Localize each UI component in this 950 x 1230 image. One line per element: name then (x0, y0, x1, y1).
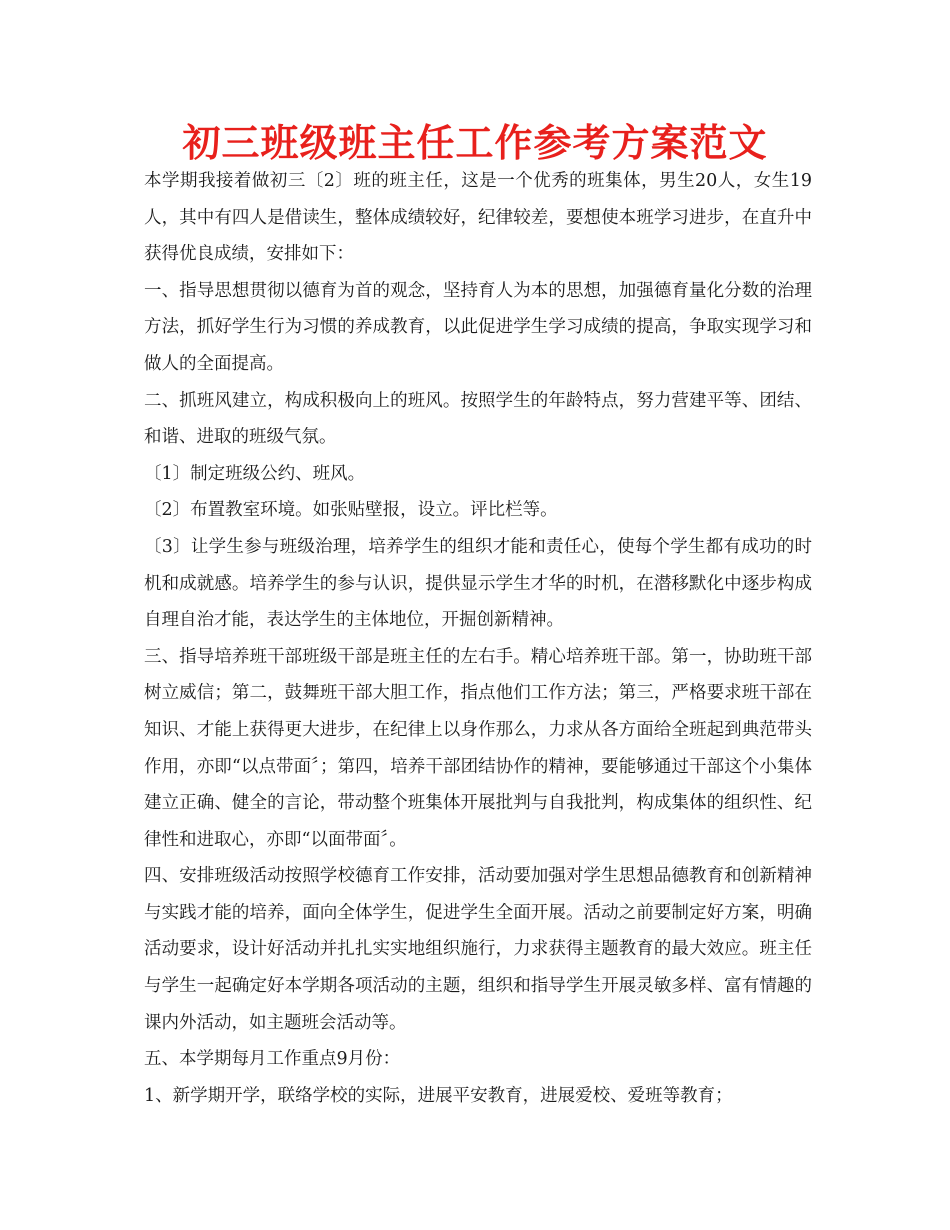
document-title: 初三班级班主任工作参考方案范文 (182, 121, 768, 165)
document-body (144, 163, 812, 1114)
paragraph-section-5: 五、本学期每月工作重点9月份： (144, 1049, 401, 1070)
paragraph-section-1: 一、指导思想贯彻以德育为首的观念，坚持育人为本的思想，加强德育量化分数的治理方法，抓好学生行为习惯的养成教育，以此促进学生学习成绩的提高，争取实现学习和做人的全面提高。 (144, 280, 812, 374)
paragraph-section-2: 二、抓班风建立，构成积极向上的班风。按照学生的年龄特点，努力营建平等、团结、和谐、进取的班级气氛。 (144, 390, 812, 448)
paragraph-section-3: 三、指导培养班干部班级干部是班主任的左右手。精心培养班干部。第一，协助班干部树立威信；第二，鼓舞班干部大胆工作，指点他们工作方法；第三，严格要求班干部在知识、才能上获得更大进步，在纪律上以身作那么，力求从各方面给全班起到典范带头作用，亦即“以点带面〞；第四，培养干部团结协作的精神，要能够通过干部这个小集体建立正确、健全的言论，带动整个班集体开展批判与自我批判，构成集体的组织性、纪律性和进取心，亦即“以面带面〞。 (144, 646, 812, 850)
paragraph-item-1: 〔1〕制定班级公约、班风。 (144, 463, 366, 484)
paragraph-item-3: 〔3〕让学生参与班级治理，培养学生的组织才能和责任心，使每个学生都有成功的时机和成就感。培养学生的参与认识，提供显示学生才华的时机，在潜移默化中逐步构成自理自治才能，表达学生的主体地位，开掘创新精神。 (144, 536, 812, 631)
paragraph-month-item-1: 1、新学期开学，联络学校的实际，进展平安教育，进展爱校、爱班等教育； (144, 1085, 733, 1106)
paragraph-item-2: 〔2〕布置教室环境。如张贴壁报，设立。评比栏等。 (144, 500, 558, 521)
paragraph-section-4: 四、安排班级活动按照学校德育工作安排，活动要加强对学生思想品德教育和创新精神与实践才能的培养，面向全体学生，促进学生全面开展。活动之前要制定好方案，明确活动要求，设计好活动并扎扎实实地组织施行，力求获得主题教育的最大效应。班主任与学生一起确定好本学期各项活动的主题，组织和指导学生开展灵敏多样、富有情趣的课内外活动，如主题班会活动等。 (144, 866, 812, 1033)
paragraph-intro: 本学期我接着做初三〔2〕班的班主任，这是一个优秀的班集体，男生20人，女生19人，其中有四人是借读生，整体成绩较好，纪律较差，要想使本班学习进步，在直升中获得优良成绩，安排如下： (144, 171, 812, 265)
